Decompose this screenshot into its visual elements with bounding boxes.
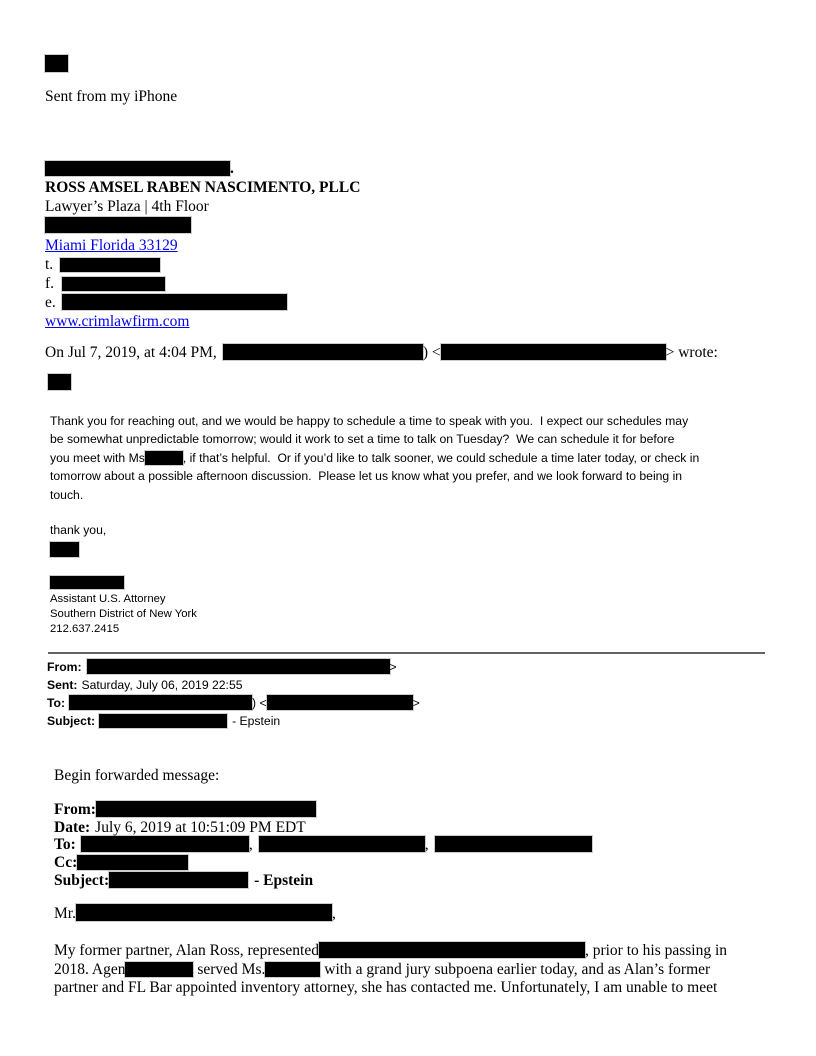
miami-address-link[interactable]: Miami Florida 33129 xyxy=(45,237,178,254)
quote-intro-prefix: On Jul 7, 2019, at 4:04 PM, xyxy=(45,344,217,361)
sig-website-line xyxy=(45,312,360,331)
reply-closing xyxy=(50,521,106,557)
reply-line-4: tomorrow about a possible afternoon discussion. Please let us know what you prefer, and we look forward to being in xyxy=(50,469,683,484)
fwd-to-comma-2: , xyxy=(424,836,429,854)
fwd-to-line xyxy=(54,836,592,854)
ausa-phone: 212.637.2415 xyxy=(50,623,120,636)
redaction-bar xyxy=(435,836,592,852)
sig-name-line xyxy=(45,159,360,178)
to-close: > xyxy=(412,696,420,710)
redaction-bar xyxy=(60,258,160,272)
subject-tail: - Epstein xyxy=(232,714,281,728)
quote-intro-line xyxy=(45,344,718,362)
sig-email-line xyxy=(45,293,360,312)
fwd-body-line-2: 2018. Agen served Ms. with a grand jury subpoena earlier today, and as Alan’s former xyxy=(54,960,711,978)
fwd-body-line-3: partner and FL Bar appointed inventory attorney, she has contacted me. Unfortunately, I am unable to meet xyxy=(54,979,718,997)
reply-paragraph xyxy=(50,412,699,504)
redaction-bar xyxy=(267,695,413,710)
fwd-cc-label: Cc: xyxy=(54,854,78,872)
redaction-bar xyxy=(50,576,124,589)
redaction-bar xyxy=(45,161,230,176)
redaction-bar xyxy=(109,872,248,888)
redaction-bar xyxy=(62,294,287,310)
redaction-bar xyxy=(48,374,71,390)
law-firm-signature-block xyxy=(45,159,360,331)
fwd-subject-label: Subject: xyxy=(54,871,110,889)
salutation-line xyxy=(54,904,336,923)
phone-prefix: t. xyxy=(45,256,54,273)
redaction-bar xyxy=(45,217,191,233)
sig-name-suffix: . xyxy=(230,160,234,177)
redaction-bar xyxy=(223,344,423,360)
sig-phone-line xyxy=(45,255,360,274)
salutation-comma: , xyxy=(331,905,336,922)
fwd-from-label: From: xyxy=(54,801,96,818)
fwd-to-comma-1: , xyxy=(248,836,253,854)
reply-line-3: you meet with Ms , if that’s helpful. Or if you’d like to talk sooner, we could schedule a time later today, or check in xyxy=(50,450,700,465)
ausa-org: Southern District of New York xyxy=(50,608,197,621)
subject-label: Subject: xyxy=(47,714,96,728)
fwd-date-line xyxy=(54,819,592,837)
redaction-bar xyxy=(77,855,188,870)
ausa-signature-block xyxy=(50,576,197,638)
to-mid: ) < xyxy=(252,696,267,710)
quote-intro-mid: ) < xyxy=(422,344,441,361)
redaction-bar xyxy=(441,344,666,360)
salutation-prefix: Mr. xyxy=(54,905,76,922)
redaction-bar xyxy=(45,55,68,72)
redaction-bar xyxy=(69,695,252,710)
fwd-from-line xyxy=(54,801,592,819)
ausa-title: Assistant U.S. Attorney xyxy=(50,593,166,605)
outlook-header-block xyxy=(47,658,420,730)
header-sent-line xyxy=(47,676,420,694)
redaction-bar xyxy=(265,962,320,977)
from-close: > xyxy=(389,660,397,674)
fwd-cc-line xyxy=(54,854,592,872)
begin-forwarded-line: Begin forwarded message: xyxy=(54,767,220,784)
sent-from-iphone-text: Sent from my iPhone xyxy=(45,88,178,105)
redaction-bar xyxy=(50,542,79,557)
redaction-bar xyxy=(125,962,193,977)
sent-label: Sent: xyxy=(47,678,78,692)
sent-from-iphone-line xyxy=(45,88,177,106)
fwd-date-label: Date: xyxy=(54,818,91,836)
redaction-bar xyxy=(99,714,227,728)
reply-line-2: be somewhat unpredictable tomorrow; would it work to set a time to talk on Tuesday? We can schedule it for before xyxy=(50,432,675,447)
firm-floor: Lawyer’s Plaza | 4th Floor xyxy=(45,198,209,215)
header-from-line xyxy=(47,658,420,676)
redaction-bar xyxy=(62,277,165,291)
to-label: To: xyxy=(47,696,66,710)
firm-name: ROSS AMSEL RABEN NASCIMENTO, PLLC xyxy=(45,179,361,196)
sent-value: Saturday, July 06, 2019 22:55 xyxy=(81,678,243,692)
fwd-subject-tail: - Epstein xyxy=(254,871,314,889)
redaction-bar xyxy=(81,836,249,852)
fax-prefix: f. xyxy=(45,275,55,292)
closing-text-line: thank you, xyxy=(50,523,107,537)
fwd-body-line-1: My former partner, Alan Ross, represented , prior to his passing in xyxy=(54,942,728,959)
fwd-subject-line xyxy=(54,872,592,890)
from-label: From: xyxy=(47,660,82,674)
redaction-bar xyxy=(319,942,585,958)
header-subject-line xyxy=(47,712,420,730)
forwarded-body-paragraph xyxy=(54,942,727,998)
redaction-bar xyxy=(145,451,183,465)
sig-address-line xyxy=(45,216,360,236)
reply-line-1: Thank you for reaching out, and we would be happy to schedule a time to speak with you. I expect our schedules may xyxy=(50,414,689,428)
forwarded-header-block xyxy=(54,801,592,890)
redaction-bar xyxy=(96,801,316,817)
header-to-line xyxy=(47,694,420,712)
crimlawfirm-link[interactable]: www.crimlawfirm.com xyxy=(45,313,190,330)
sig-city-line xyxy=(45,236,360,255)
fwd-date-value: July 6, 2019 at 10:51:09 PM EDT xyxy=(95,818,306,836)
reply-line-5: touch. xyxy=(50,487,84,502)
divider-rule xyxy=(48,652,765,654)
redaction-bar xyxy=(76,904,332,921)
sig-fax-line xyxy=(45,274,360,293)
fwd-to-label: To: xyxy=(54,836,76,854)
email-prefix: e. xyxy=(45,294,56,311)
quote-intro-suffix: > wrote: xyxy=(665,344,718,361)
redaction-bar xyxy=(259,836,425,852)
redaction-bar xyxy=(87,659,390,674)
